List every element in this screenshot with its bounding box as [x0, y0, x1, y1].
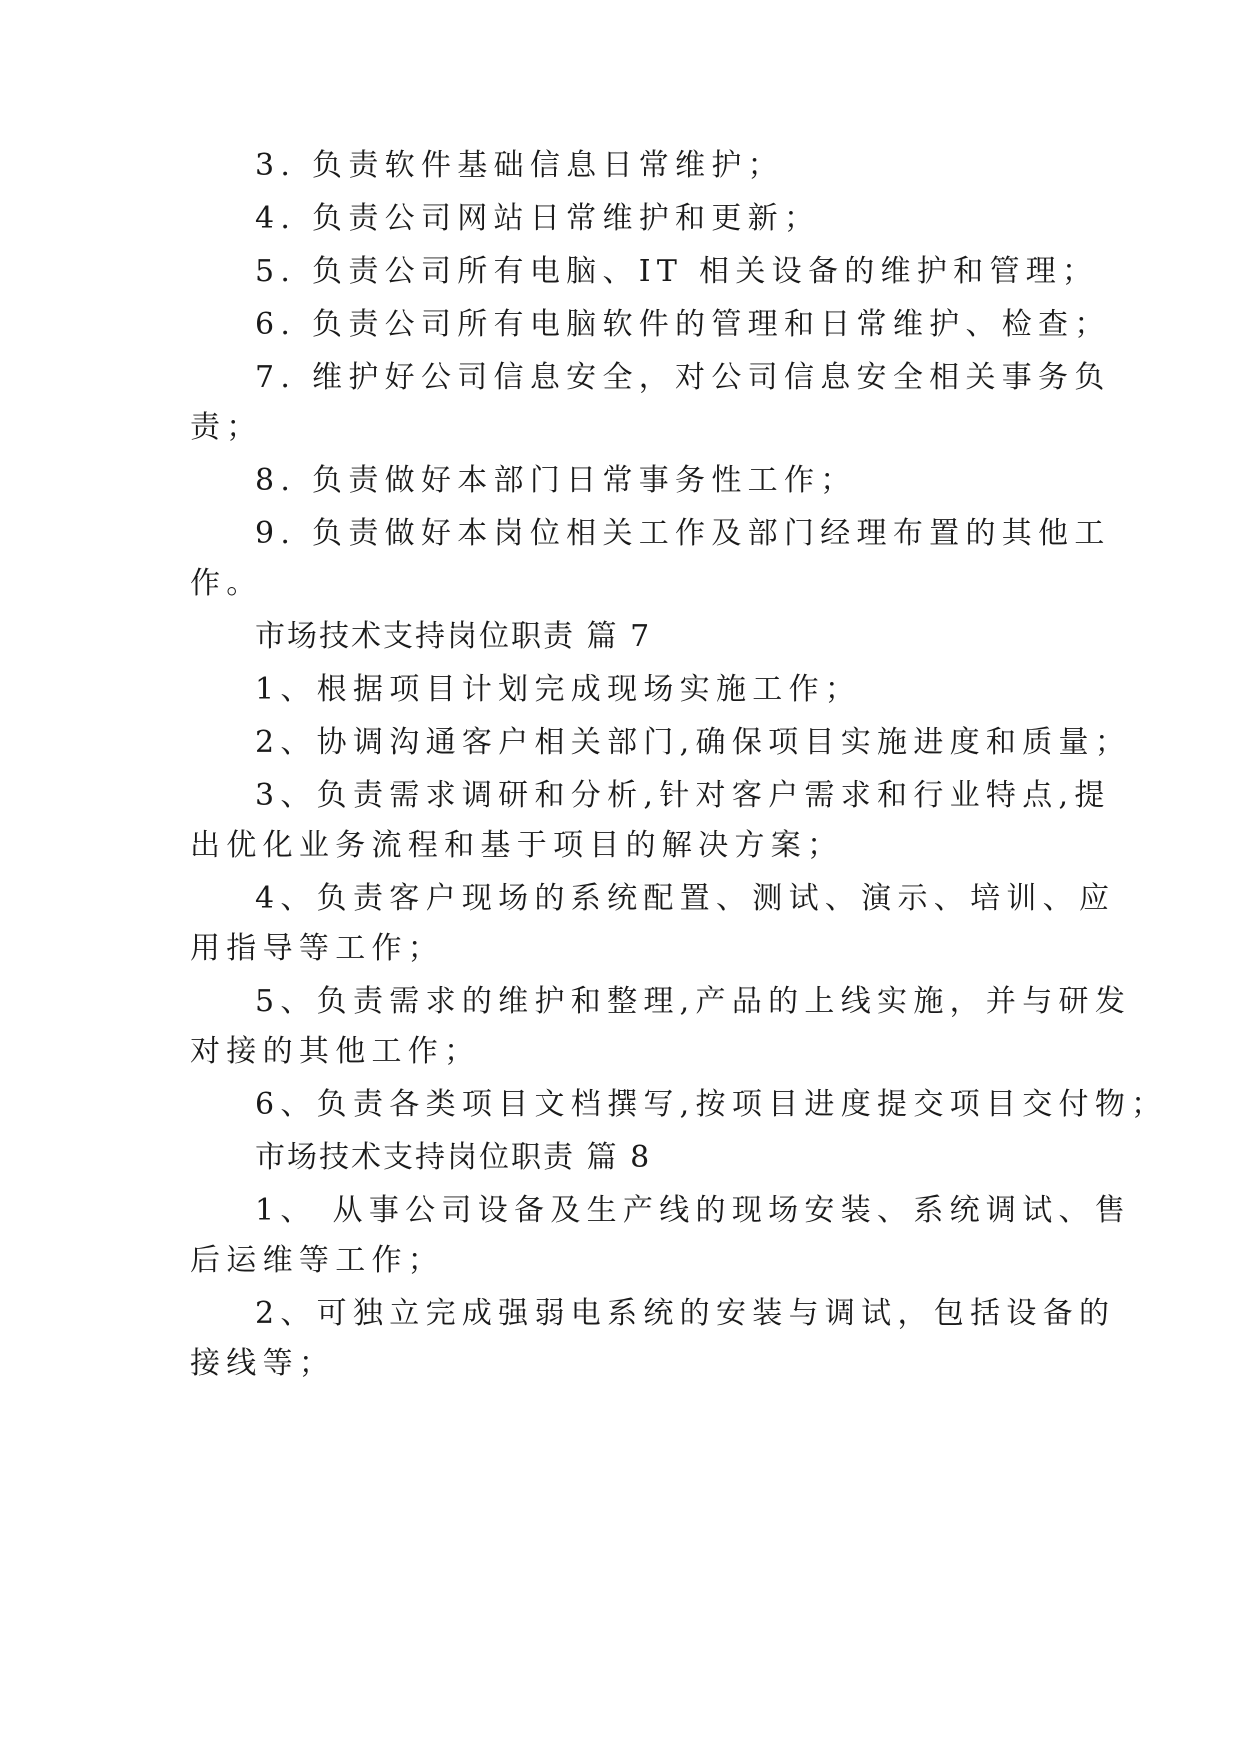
list-item-continuation: 作。: [190, 566, 263, 601]
list-item: 5、负责需求的维护和整理,产品的上线实施，并与研发: [255, 984, 1132, 1019]
section-heading: 市场技术支持岗位职责 篇 8: [255, 1140, 652, 1175]
list-item: 2、可独立完成强弱电系统的安装与调试，包括设备的: [255, 1296, 1116, 1331]
list-item: 9. 负责做好本岗位相关工作及部门经理布置的其他工: [255, 516, 1111, 551]
list-item: 5. 负责公司所有电脑、IT 相关设备的维护和管理；: [255, 254, 1099, 289]
list-item: 1、根据项目计划完成现场实施工作；: [255, 672, 862, 707]
list-item: 4、负责客户现场的系统配置、测试、演示、培训、应: [255, 881, 1116, 916]
section-heading: 市场技术支持岗位职责 篇 7: [255, 619, 652, 654]
list-item: 6、负责各类项目文档撰写,按项目进度提交项目交付物；: [255, 1087, 1168, 1122]
list-item: 3. 负责软件基础信息日常维护；: [255, 148, 784, 183]
list-item: 3、负责需求调研和分析,针对客户需求和行业特点,提: [255, 778, 1111, 813]
list-item-continuation: 用指导等工作；: [190, 931, 445, 966]
list-item: 2、协调沟通客户相关部门,确保项目实施进度和质量；: [255, 725, 1132, 760]
list-item-continuation: 接线等；: [190, 1346, 336, 1381]
list-item: 8. 负责做好本部门日常事务性工作；: [255, 463, 857, 498]
list-item-continuation: 对接的其他工作；: [190, 1034, 481, 1069]
list-item: 6. 负责公司所有电脑软件的管理和日常维护、检查；: [255, 307, 1111, 342]
list-item-continuation: 后运维等工作；: [190, 1243, 445, 1278]
list-item: 4. 负责公司网站日常维护和更新；: [255, 201, 821, 236]
list-item: 7. 维护好公司信息安全，对公司信息安全相关事务负: [255, 360, 1111, 395]
list-item: 1、 从事公司设备及生产线的现场安装、系统调试、售: [255, 1193, 1132, 1228]
list-item-continuation: 责；: [190, 410, 263, 445]
list-item-continuation: 出优化业务流程和基于项目的解决方案；: [190, 828, 844, 863]
